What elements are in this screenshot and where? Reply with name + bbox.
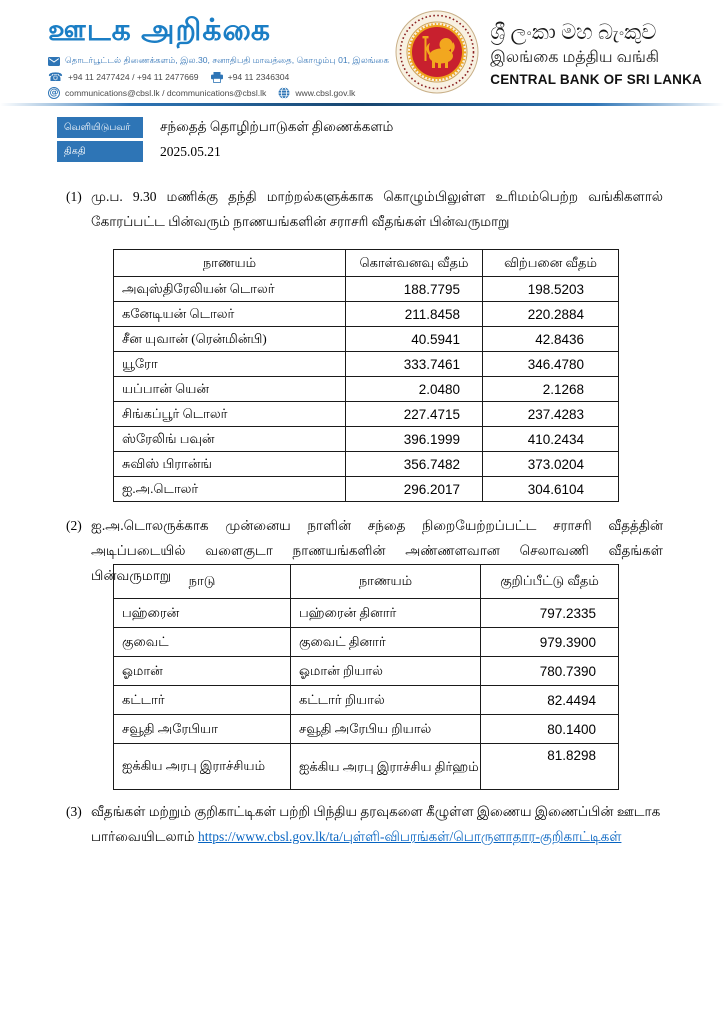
currency-name: கட்டார் றியால் [291,686,481,715]
buying-rate: 333.7461 [346,352,483,377]
table-header-row [114,565,619,599]
buying-rate: 396.1999 [346,427,483,452]
country-name: ஐக்கிய அரபு இராச்சியம் [114,744,291,790]
currency-name: அவுஸ்திரேலியன் டொலர் [114,277,346,302]
buying-rate: 188.7795 [346,277,483,302]
issuer-value: சந்தைத் தொழிற்பாடுகள் திணைக்களம் [160,118,394,134]
table-row [114,686,619,715]
table-row [114,277,619,302]
statistics-link[interactable]: https://www.cbsl.gov.lk/ta/புள்ளி-விபரங்கள்/பொருளாதார-குறிகாட்டிகள் [197,829,622,844]
col-header-indicative-rate: குறிப்பீட்டு வீதம் [481,565,619,599]
selling-rate: 373.0204 [483,452,619,477]
bank-identity [395,10,702,99]
table-row [114,599,619,628]
fax-number: +94 11 2346304 [227,72,290,82]
table-row [114,657,619,686]
table-row [114,352,619,377]
selling-rate: 410.2434 [483,427,619,452]
indicative-rate: 979.3900 [481,628,619,657]
selling-rate: 220.2884 [483,302,619,327]
indicative-rate: 80.1400 [481,715,619,744]
contact-address-line [48,53,408,69]
currency-name: கனேடியன் டொலர் [114,302,346,327]
selling-rate: 346.4780 [483,352,619,377]
table-row [114,302,619,327]
currency-name: சீன யுவான் (ரென்மின்பி) [114,327,346,352]
table-row [114,402,619,427]
col-header-currency: நாணயம் [114,250,346,277]
release-meta [57,117,393,165]
selling-rate: 237.4283 [483,402,619,427]
paragraph-1-number: (1) [66,189,82,204]
bank-name-english: CENTRAL BANK OF SRI LANKA [490,72,702,87]
country-name: சவூதி அரேபியா [114,715,291,744]
envelope-icon [48,57,60,66]
printer-icon [211,72,223,83]
col-header-selling-rate: விற்பனை வீதம் [483,250,619,277]
buying-rate: 227.4715 [346,402,483,427]
table-row [114,477,619,502]
currency-name: குவைட் தினார் [291,628,481,657]
country-name: குவைட் [114,628,291,657]
date-value: 2025.05.21 [160,143,221,159]
buying-rate: 2.0480 [346,377,483,402]
issuer-row [57,117,393,138]
country-name: கட்டார் [114,686,291,715]
currency-name: ஐக்கிய அரபு இராச்சிய திர்ஹம் [291,744,481,790]
table-row [114,715,619,744]
indicative-rate: 780.7390 [481,657,619,686]
bank-name-block [490,19,702,90]
at-icon: @ [49,88,59,98]
selling-rate: 42.8436 [483,327,619,352]
currency-name: ஸ்ரேலிங் பவுன் [114,427,346,452]
indicative-rate: 797.2335 [481,599,619,628]
paragraph-1 [66,184,663,234]
date-row [57,141,393,162]
phone-icon: ☎ [48,70,63,84]
country-name: பஹ்ரைன் [114,599,291,628]
header-divider-rule [0,103,724,106]
phone-numbers: +94 11 2477424 / +94 11 2477669 [67,72,199,82]
paragraph-3 [66,799,672,849]
buying-rate: 356.7482 [346,452,483,477]
contact-block [48,53,408,101]
currency-name: சவூதி அரேபிய றியால் [291,715,481,744]
buying-rate: 296.2017 [346,477,483,502]
email-addresses: communications@cbsl.lk / dcommunications@cbsl.lk [65,88,267,98]
table-row [114,744,619,790]
selling-rate: 304.6104 [483,477,619,502]
table-header-row [114,250,619,277]
globe-icon [278,87,290,99]
currency-name: யூரோ [114,352,346,377]
masthead-title: ஊடக அறிக்கை [48,14,272,47]
table-row [114,452,619,477]
paragraph-3-number: (3) [66,804,82,819]
country-name: ஓமான் [114,657,291,686]
paragraph-2-text: ஐ.அ.டொலருக்காக முன்னைய நாளின் சந்தை நிறையேற்றப்பட்ட சராசரி வீதத்தின் அடிப்படையில் வளைகுடா நாணயங்களின் அண்ணளவான செலாவணி வீதங்கள் பின்வருமாறு [91,518,663,583]
issuer-label-chip: வெளியிடுபவர் [57,117,143,138]
col-header-buying-rate: கொள்வனவு வீதம் [346,250,483,277]
currency-name: ஐ.அ.டொலர் [114,477,346,502]
indicative-rate: 81.8298 [481,744,619,790]
cbsl-seal-logo [395,10,479,99]
currency-name: பஹ்ரைன் தினார் [291,599,481,628]
table-row [114,427,619,452]
selling-rate: 2.1268 [483,377,619,402]
currency-name: சுவிஸ் பிரான்ங் [114,452,346,477]
col-header-country: நாடு [114,565,291,599]
contact-phone-line [48,69,408,85]
buying-rate: 211.8458 [346,302,483,327]
table-row [114,377,619,402]
table-row [114,327,619,352]
paragraph-3-text: வீதங்கள் மற்றும் குறிகாட்டிகள் பற்றி பிந்திய தரவுகளை கீழுள்ள இணைய இணைப்பின் ஊடாக பார்வையிடலாம் [91,804,661,844]
bank-name-sinhala: ශ්‍රී ලංකා මහ බැංකුව [490,20,657,44]
col-header-currency: நாணயம் [291,565,481,599]
bank-name-tamil: இலங்கை மத்திய வங்கி [490,49,660,66]
table-row [114,628,619,657]
currency-name: ஓமான் றியால் [291,657,481,686]
address-text: தொடர்பூட்டல் திணைக்களம், இல.30, சனாதிபதி மாவத்தை, கொழும்பு 01, இலங்கை [65,55,390,65]
buying-rate: 40.5941 [346,327,483,352]
indicative-rate: 82.4494 [481,686,619,715]
currency-name: யப்பான் யென் [114,377,346,402]
gulf-rates-table [113,564,619,790]
exchange-rates-table [113,249,619,502]
paragraph-2-number: (2) [66,518,82,533]
currency-name: சிங்கப்பூர் டொலர் [114,402,346,427]
contact-email-line [48,85,408,101]
paragraph-1-text: மு.ப. 9.30 மணிக்கு தந்தி மாற்றல்களுக்காக கொழும்பிலுள்ள உரிமம்பெற்ற வங்கிகளால் கோரப்பட்ட பின்வரும் நாணயங்களின் சராசரி வீதங்கள் பின்வருமாறு [91,189,663,229]
selling-rate: 198.5203 [483,277,619,302]
masthead [48,14,408,101]
website-url: www.cbsl.gov.lk [295,88,356,98]
date-label-chip: திகதி [57,141,143,162]
